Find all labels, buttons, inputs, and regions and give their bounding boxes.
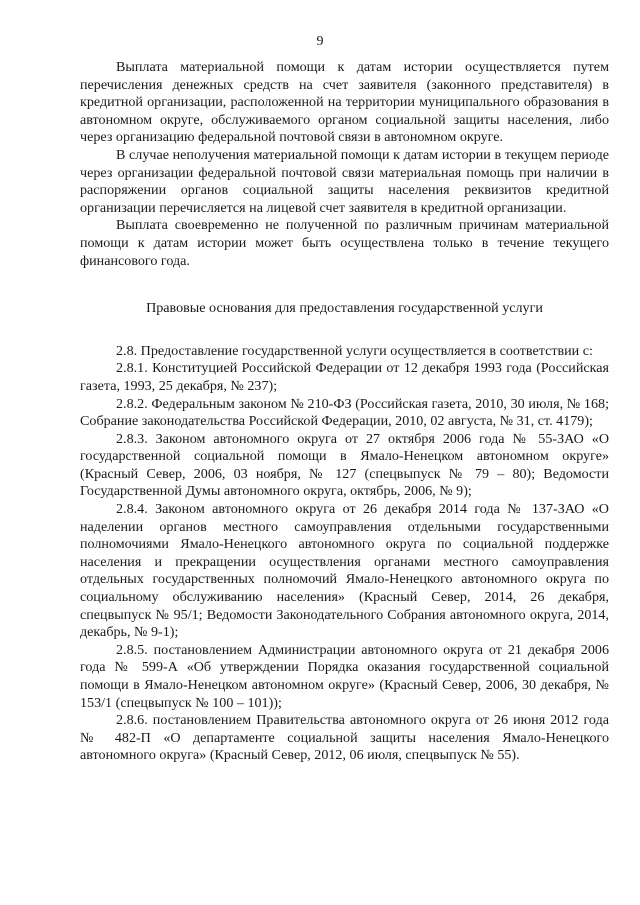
paragraph-late-payment: Выплата своевременно не полученной по различным причинам материальной помощи к датам истории может быть осуществлена только в течение текущего финансового года.	[80, 217, 609, 269]
paragraph-2-8-5: 2.8.5. постановлением Администрации автономного округа от 21 декабря 2006 года № 599-А «Об утверждении Порядка оказания государственной социальной помощи в Ямало-Ненецком автономном округе» (Красный Север, 2006, 30 декабря, № 153/1 (спецвыпуск № 100 – 101));	[80, 641, 609, 711]
page-number: 9	[316, 34, 324, 49]
paragraph-2-8: 2.8. Предоставление государственной услуги осуществляется в соответствии с:	[116, 342, 593, 359]
paragraph-2-8-4: 2.8.4. Законом автономного округа от 26 декабря 2014 года № 137-ЗАО «О наделении органов местного самоуправления отдельными государственными полномочиями Ямало-Ненецкого автономного округа по социальной поддержке населения и прекращении осуществления органами местного самоуправления отдельных государственных полномочий Ямало-Ненецкого автономного округа по социальному обслуживанию населения» (Красный Север, 2014, 26 декабря, спецвыпуск № 95/1; Ведомости Законодательного Собрания автономного округа, 2014, декабрь, № 9-1);	[80, 501, 609, 641]
paragraph-payment-method: Выплата материальной помощи к датам истории осуществляется путем перечисления денежных средств на счет заявителя (законного представителя) в кредитной организации, расположенной на территории муниципального образования в автономном округе, обслуживаемого органом социальной защиты населения, либо через организацию федеральной почтовой связи в автономном округе.	[80, 59, 609, 146]
paragraph-2-8-6: 2.8.6. постановлением Правительства автономного округа от 26 июня 2012 года № 482-П «О департаменте социальной защиты населения Ямало-Ненецкого автономного округа» (Красный Север, 2012, 06 июля, спецвыпуск № 55).	[80, 712, 609, 764]
paragraph-2-8-1: 2.8.1. Конституцией Российской Федерации от 12 декабря 1993 года (Российская газета, 1993, 25 декабря, № 237);	[80, 360, 609, 394]
paragraph-2-8-2: 2.8.2. Федеральным законом № 210-ФЗ (Российская газета, 2010, 30 июля, № 168; Собрание законодательства Российской Федерации, 2010, 02 августа, № 31, ст. 4179);	[80, 395, 609, 430]
document-body	[80, 59, 609, 765]
section-heading: Правовые основания для предоставления государственной услуги	[146, 300, 543, 317]
paragraph-2-8-3: 2.8.3. Законом автономного округа от 27 октября 2006 года № 55-ЗАО «О государственной социальной помощи в Ямало-Ненецком автономном округе» (Красный Север, 2006, 03 ноября, № 127 (спецвыпуск № 79 – 80); Ведомости Государственной Думы автономного округа, октябрь, 2006, № 9);	[80, 430, 609, 500]
paragraph-non-receipt: В случае неполучения материальной помощи к датам истории в текущем периоде через организации федеральной почтовой связи материальная помощь при наличии в распоряжении органов социальной защиты населения реквизитов кредитной организации перечисляется на лицевой счет заявителя в кредитной организации.	[80, 146, 609, 216]
